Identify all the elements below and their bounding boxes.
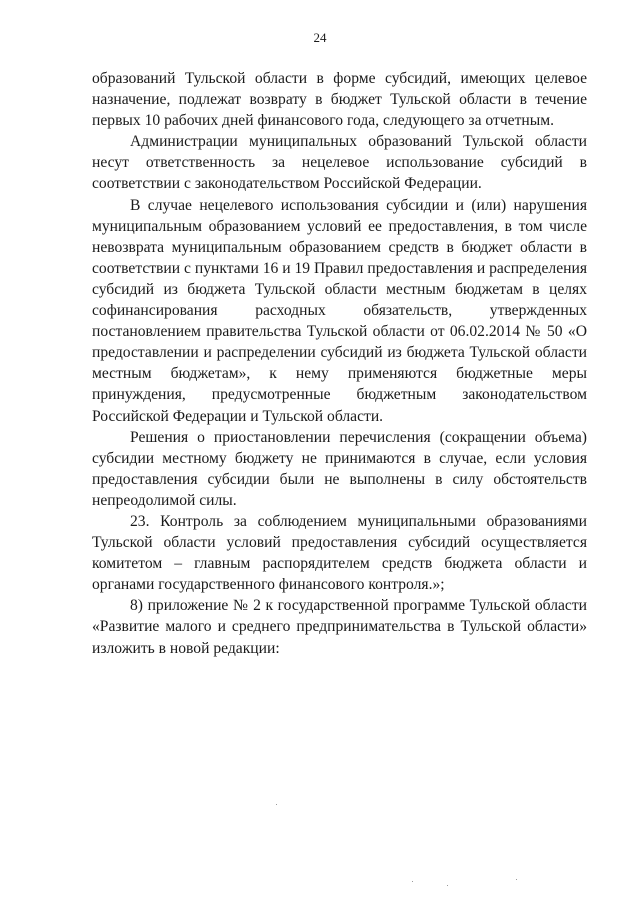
scan-speck xyxy=(276,804,277,805)
paragraph-responsibility: Администрации муниципальных образований Тульской области несут ответственность за нецелевое использование субсидий в соответствии с законодательством Российской Федерации. xyxy=(92,133,587,193)
page-number: 24 xyxy=(313,30,327,45)
paragraph-continuation: образований Тульской области в форме субсидий, имеющих целевое назначение, подлежат возврату в бюджет Тульской области в течение первых 10 рабочих дней финансового года, следующего за отчетным. xyxy=(92,70,587,130)
paragraph-appendix: 8) приложение № 2 к государственной программе Тульской области «Развитие малого и среднего предпринимательства в Тульской области» изложить в новой редакции: xyxy=(92,597,587,657)
paragraph-control: 23. Контроль за соблюдением муниципальными образованиями Тульской области условий предоставления субсидий осуществляется комитетом – главным распорядителем средств бюджета области и органами государственного финансового контроля.»; xyxy=(92,512,587,594)
paragraph-suspension: Решения о приостановлении перечисления (сокращении объема) субсидии местному бюджету не принимаются в случае, если условия предоставления субсидии были не выполнены в силу обстоятельств непреодолимой силы. xyxy=(92,428,587,509)
scan-speck xyxy=(447,885,448,886)
scan-speck xyxy=(412,881,413,882)
document-body xyxy=(92,68,587,659)
paragraph-misuse: В случае нецелевого использования субсидии и (или) нарушения муниципальным образованием условий ее предоставления, в том числе невозврата муниципальным образованием средств в бюджет области в соответствии с пунктами 16 и 19 Правил предоставления и распределения субсидий из бюджета Тульской области местным бюджетам в целях софинансирования расходных обязательств, утвержденных постановлением правительства Тульской области от 06.02.2014 № 50 «О предоставлении и распределении субсидий из бюджета Тульской области местным бюджетам», к нему применяются бюджетные меры принуждения, предусмотренные бюджетным законодательством Российской Федерации и Тульской области. xyxy=(92,196,587,425)
scan-speck xyxy=(516,879,517,880)
